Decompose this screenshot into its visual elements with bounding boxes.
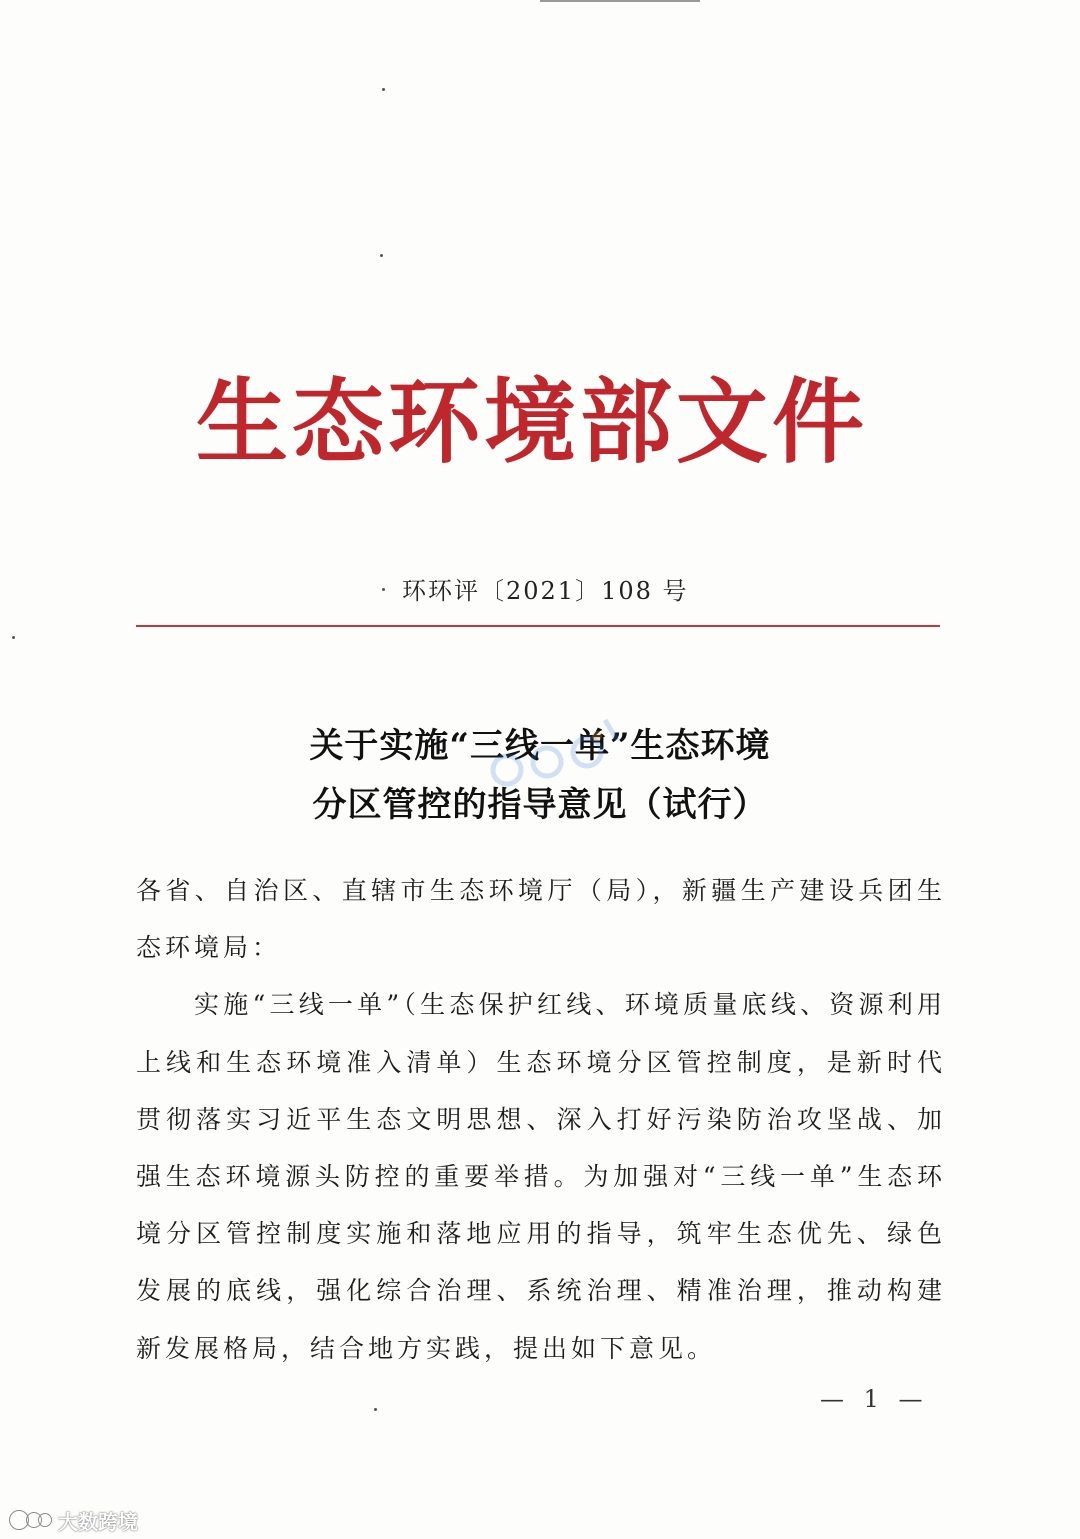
salutation: 各省、自治区、直辖市生态环境厅（局），新疆生产建设兵团生态环境局： — [136, 876, 946, 963]
footer-brand — [8, 1505, 138, 1535]
document-body — [136, 862, 946, 1377]
scan-speck — [380, 254, 383, 257]
scan-speck — [382, 88, 385, 91]
red-divider-line — [136, 625, 940, 627]
scan-edge-mark — [540, 0, 700, 2]
footer-brand-text: 大数跨境 — [58, 1509, 138, 1534]
scan-speck — [382, 588, 385, 591]
brand-logo-icon — [8, 1508, 52, 1532]
page-number: — 1 — — [820, 1385, 929, 1413]
body-paragraph: 实施“三线一单”（生态保护红线、环境质量底线、资源利用上线和生态环境准入清单）生态环境分区管控制度，是新时代贯彻落实习近平生态文明思想、深入打好污染防治攻坚战、加强生态环境源头防控的重要举措。为加强对“三线一单”生态环境分区管控制度实施和落地应用的指导，筑牢生态优先、绿色发展的底线，强化综合治理、系统治理、精准治理，推动构建新发展格局，结合地方实践，提出如下意见。 — [136, 990, 946, 1363]
document-header-title: 生态环境部文件 — [196, 368, 869, 476]
document-title-line-1: 关于实施“三线一单”生态环境 — [309, 726, 771, 766]
document-number: 环环评〔2021〕108 号 — [402, 577, 689, 605]
scan-speck — [12, 636, 15, 639]
scan-speck — [374, 1408, 377, 1411]
document-title-line-2: 分区管控的指导意见（试行） — [312, 785, 768, 825]
